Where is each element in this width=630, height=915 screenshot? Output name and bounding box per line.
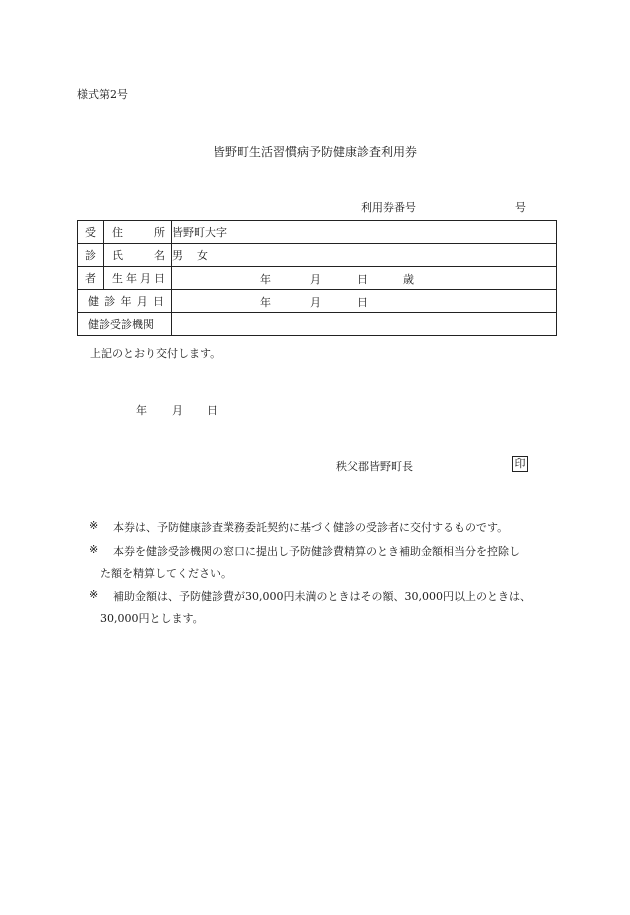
birth-label-char: 月 [140, 272, 151, 285]
issued-note: 上記のとおり交付します。 [90, 347, 222, 360]
address-value[interactable]: 皆野町大字 [172, 221, 557, 244]
address-label [104, 221, 172, 244]
checkup-date-label-char: 診 [104, 295, 116, 308]
note-text-continuation: た額を精算してください。 [100, 567, 232, 580]
form-number: 様式第2号 [77, 88, 128, 101]
birth-label-char: 年 [126, 272, 137, 285]
institution-row [78, 313, 557, 336]
name-value[interactable] [172, 244, 557, 267]
birth-label-char: 日 [154, 272, 165, 285]
voucher-number-label: 利用券番号 [361, 201, 416, 214]
checkup-year-unit: 年 [260, 296, 271, 309]
address-label-char: 所 [154, 226, 165, 239]
recipient-group-label-2: 診 [78, 244, 104, 267]
address-row [78, 221, 557, 244]
address-label-char: 住 [112, 226, 123, 239]
birth-day-unit: 日 [357, 273, 368, 286]
gender-male[interactable]: 男 [172, 249, 183, 262]
name-label-char: 氏 [112, 249, 123, 262]
document-title: 皆野町生活習慣病予防健康診査利用券 [212, 145, 417, 159]
name-label-char: 名 [154, 249, 165, 262]
birth-year-unit: 年 [260, 273, 271, 286]
note-text: 補助金額は、予防健診費が30,000円未満のときはその額、30,000円以上のときは、 [113, 590, 531, 603]
checkup-date-label-char: 健 [88, 295, 99, 308]
recipient-group-label-1: 受 [78, 221, 104, 244]
checkup-date-value[interactable] [172, 290, 557, 313]
issue-month-unit: 月 [172, 404, 183, 417]
name-label [104, 244, 172, 267]
note-mark: ※ [89, 519, 99, 532]
note-text-continuation: 30,000円とします。 [100, 612, 204, 625]
voucher-number-suffix: 号 [515, 201, 526, 214]
birth-value[interactable] [172, 267, 557, 290]
note-text: 本券は、予防健康診査業務委託契約に基づく健診の受診者に交付するものです。 [113, 521, 509, 534]
gender-female[interactable]: 女 [197, 249, 208, 262]
recipient-group-label-3: 者 [78, 267, 104, 290]
name-row [78, 244, 557, 267]
checkup-month-unit: 月 [310, 296, 321, 309]
birth-label-char: 生 [112, 272, 123, 285]
note-mark: ※ [89, 543, 99, 556]
birth-row [78, 267, 557, 290]
issue-day-unit: 日 [207, 404, 218, 417]
institution-value[interactable] [172, 313, 557, 336]
note-mark: ※ [89, 588, 99, 601]
checkup-date-label-char: 年 [120, 295, 132, 308]
mayor-title: 秩父郡皆野町長 [336, 460, 413, 473]
age-unit: 歳 [403, 273, 414, 286]
checkup-date-row [78, 290, 557, 313]
issue-year-unit: 年 [136, 404, 147, 417]
checkup-date-label-char: 月 [136, 295, 148, 308]
birth-month-unit: 月 [310, 273, 321, 286]
birth-label [104, 267, 172, 290]
checkup-date-label-char: 日 [153, 295, 164, 308]
recipient-info-table [77, 220, 557, 336]
checkup-date-label [78, 290, 172, 313]
institution-label: 健診受診機関 [78, 313, 172, 336]
note-text: 本券を健診受診機関の窓口に提出し予防健診費精算のとき補助金額相当分を控除し [113, 545, 520, 558]
checkup-day-unit: 日 [357, 296, 368, 309]
seal-stamp: 印 [512, 456, 528, 472]
